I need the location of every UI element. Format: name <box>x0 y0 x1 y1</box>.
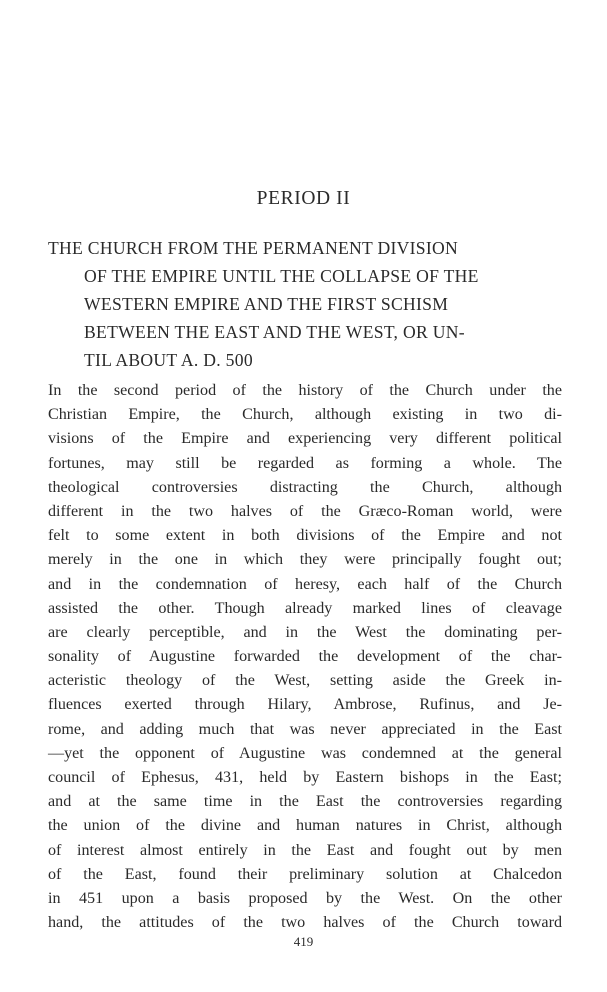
heading-line: BETWEEN THE EAST AND THE WEST, OR UN- <box>84 322 465 342</box>
body-line: theological controversies distracting the Church, although <box>48 478 562 496</box>
body-line: of interest almost entirely in the East and fought out by men <box>48 841 562 859</box>
body-line: fortunes, may still be regarded as forming a whole. The <box>48 454 562 472</box>
body-line: and in the condemnation of heresy, each half of the Church <box>48 575 562 593</box>
body-line: in 451 upon a basis proposed by the West. On the other <box>48 889 562 907</box>
body-line: felt to some extent in both divisions of the Empire and not <box>48 527 562 545</box>
body-line: In the second period of the history of the Church under the <box>48 382 562 399</box>
body-line: and at the same time in the East the controversies regarding <box>48 793 562 811</box>
body-line: Christian Empire, the Church, although existing in two di- <box>48 406 562 424</box>
body-line: fluences exerted through Hilary, Ambrose, Rufinus, and Je- <box>48 696 562 714</box>
period-title: PERIOD II <box>256 188 351 209</box>
body-line: different in the two halves of the Græco-Roman world, were <box>48 502 562 520</box>
heading-line: THE CHURCH FROM THE PERMANENT DIVISION <box>48 238 459 258</box>
body-line: merely in the one in which they were principally fought out; <box>48 551 562 569</box>
body-paragraph <box>48 379 562 935</box>
heading-line: OF THE EMPIRE UNTIL THE COLLAPSE OF THE <box>84 266 479 286</box>
body-line: assisted the other. Though already marked lines of cleavage <box>48 599 562 617</box>
body-line: hand, the attitudes of the two halves of the Church toward <box>48 914 562 932</box>
heading-line: WESTERN EMPIRE AND THE FIRST SCHISM <box>84 294 449 314</box>
chapter-heading <box>48 234 562 374</box>
body-line: rome, and adding much that was never appreciated in the East <box>48 720 562 738</box>
body-line: are clearly perceptible, and in the West the dominating per- <box>48 623 562 641</box>
body-line: sonality of Augustine forwarded the development of the char- <box>48 648 562 666</box>
page-number: 419 <box>293 934 314 949</box>
heading-line: TIL ABOUT A. D. 500 <box>84 350 253 370</box>
body-line: acteristic theology of the West, setting aside the Greek in- <box>48 672 562 690</box>
body-line: the union of the divine and human natures in Christ, although <box>48 817 562 835</box>
body-line: of the East, found their preliminary solution at Chalcedon <box>48 865 562 883</box>
body-line: —yet the opponent of Augustine was condemned at the general <box>48 744 562 762</box>
body-line: council of Ephesus, 431, held by Eastern bishops in the East; <box>48 769 562 786</box>
body-line: visions of the Empire and experiencing very different political <box>48 430 562 448</box>
